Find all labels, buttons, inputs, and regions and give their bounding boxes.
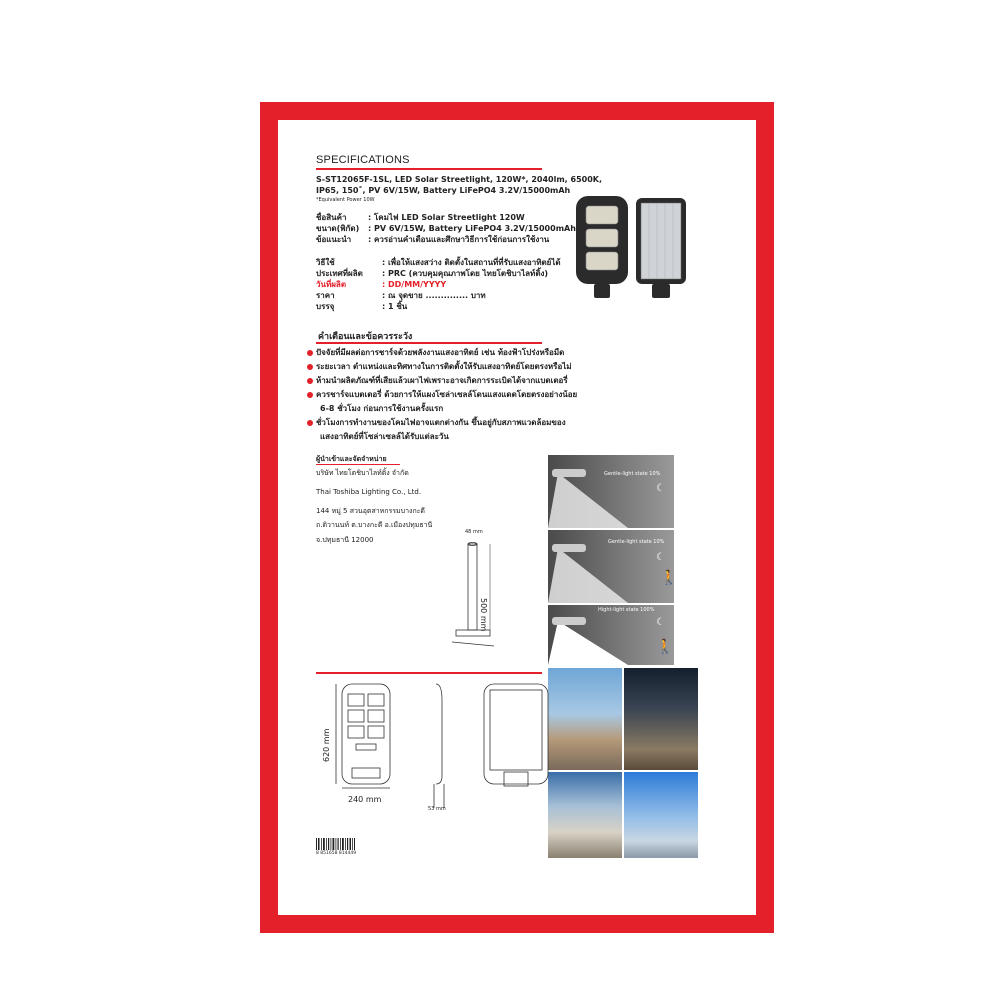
warning-item-2: ระยะเวลา ตำแหน่งและทิศทางในการติดตั้งให้รับแสงอาทิตย์โดยตรงหรือไม่ <box>316 362 572 371</box>
importer-line-3: 144 หมู่ 5 สวนอุตสาหกรรมบางกะดี <box>316 507 425 515</box>
spec-heading: SPECIFICATIONS <box>316 154 410 166</box>
info-label-advice: ข้อแนะนำ <box>316 235 352 244</box>
moon-icon: ☾ <box>656 617 665 628</box>
pole-height-label: 500 mm <box>479 598 488 632</box>
installation-photo-4 <box>624 772 698 858</box>
warning-item-4: ควรชาร์จแบตเตอรี่ ด้วยการให้แผงโซล่าเซลล์โดนแสงแดดโดยตรงอย่างน้อย <box>316 390 578 399</box>
detail-label-country: ประเทศที่ผลิต <box>316 269 363 278</box>
detail-value-country: : PRC (ควบคุมคุณภาพโดย ไทยโตชิบาไลท์ติ้ง) <box>382 269 549 278</box>
mode-panel-1 <box>548 455 674 528</box>
model-line-2: IP65, 150˚, PV 6V/15W, Battery LiFePO4 3.2V/15000mAh <box>316 186 571 195</box>
detail-value-date: : DD/MM/YYYY <box>382 280 447 289</box>
warning-heading: คำเตือนและข้อควรระวัง <box>318 332 413 342</box>
mode-label-3: Hight-light state 100% <box>598 607 655 613</box>
warning-item-1: ปัจจัยที่มีผลต่อการชาร์จด้วยพลังงานแสงอาทิตย์ เช่น ท้องฟ้าโปร่งหรือมืด <box>316 348 565 357</box>
detail-value-usage: : เพื่อให้แสงสว่าง ติดตั้งในสถานที่ที่รับแสงอาทิตย์ได้ <box>382 258 561 267</box>
info-label-size: ขนาด(พิกัด) <box>316 224 360 233</box>
walking-person-icon: 🚶 <box>656 639 674 655</box>
importer-underline <box>316 464 400 465</box>
info-label-name: ชื่อสินค้า <box>316 213 347 222</box>
detail-value-price: : ณ จุดขาย .............. บาท <box>382 291 486 300</box>
info-value-size: : PV 6V/15W, Battery LiFePO4 3.2V/15000mAh <box>368 224 576 233</box>
spec-heading-underline <box>316 168 542 170</box>
lamp-back-image <box>636 198 686 298</box>
detail-label-price: ราคา <box>316 291 335 300</box>
walking-person-icon: 🚶 <box>660 570 678 586</box>
mode-label-2: Gentle-light state 10% <box>608 539 665 545</box>
importer-line-5: จ.ปทุมธานี 12000 <box>316 536 374 544</box>
detail-label-pack: บรรจุ <box>316 302 335 311</box>
warning-underline <box>316 342 542 344</box>
equivalent-note: *Equivalent Power 10W <box>316 197 375 203</box>
detail-label-usage: วิธีใช้ <box>316 258 335 267</box>
mode-label-1: Gentle-light state 10% <box>604 471 661 477</box>
warning-item-5-cont: แสงอาทิตย์ที่โซล่าเซลล์ได้รับแต่ละวัน <box>320 432 449 441</box>
drawing-section-divider <box>316 672 542 674</box>
pole-width-label: 48 mm <box>465 529 483 535</box>
lamp-width-label: 240 mm <box>348 795 382 804</box>
importer-line-2: Thai Toshiba Lighting Co., Ltd. <box>316 488 422 496</box>
warning-item-5: ชั่วโมงการทำงานของโคมไฟอาจแตกต่างกัน ขึ้นอยู่กับสภาพแวดล้อมของ <box>316 418 566 427</box>
importer-heading: ผู้นำเข้าและจัดจำหน่าย <box>316 455 387 463</box>
warning-item-3: ห้ามนำผลิตภัณฑ์ที่เสียแล้วเผาไฟเพราะอาจเกิดการระเบิดได้จากแบตเตอรี่ <box>316 376 568 385</box>
importer-line-1: บริษัท ไทยโตชิบาไลท์ติ้ง จำกัด <box>316 469 409 477</box>
pole-drawing <box>452 530 522 660</box>
moon-icon: ☾ <box>656 552 665 563</box>
detail-value-pack: : 1 ชิ้น <box>382 302 408 311</box>
lamp-front-image <box>576 196 628 298</box>
info-value-advice: : ควรอ่านคำเตือนและศึกษาวิธีการใช้ก่อนการใช้งาน <box>368 235 550 244</box>
installation-photo-2 <box>624 668 698 770</box>
barcode-number: 8 851658 814449 <box>316 851 357 856</box>
mode-panel-2 <box>548 530 678 603</box>
mode-panel-3 <box>548 605 674 665</box>
lamp-height-label: 620 mm <box>322 728 331 762</box>
warning-item-4-cont: 6-8 ชั่วโมง ก่อนการใช้งานครั้งแรก <box>320 404 444 413</box>
moon-icon: ☾ <box>656 483 665 494</box>
info-value-name: : โคมไฟ LED Solar Streetlight 120W <box>368 213 525 222</box>
importer-line-4: ถ.ติวานนท์ ต.บางกะดี อ.เมืองปทุมธานี <box>316 521 433 529</box>
product-photo <box>572 192 692 304</box>
lamp-depth-label: 53 mm <box>428 806 446 812</box>
model-line-1: S-ST12065F-1SL, LED Solar Streetlight, 120W*, 2040lm, 6500K, <box>316 175 603 184</box>
detail-label-date: วันที่ผลิต <box>316 280 347 289</box>
